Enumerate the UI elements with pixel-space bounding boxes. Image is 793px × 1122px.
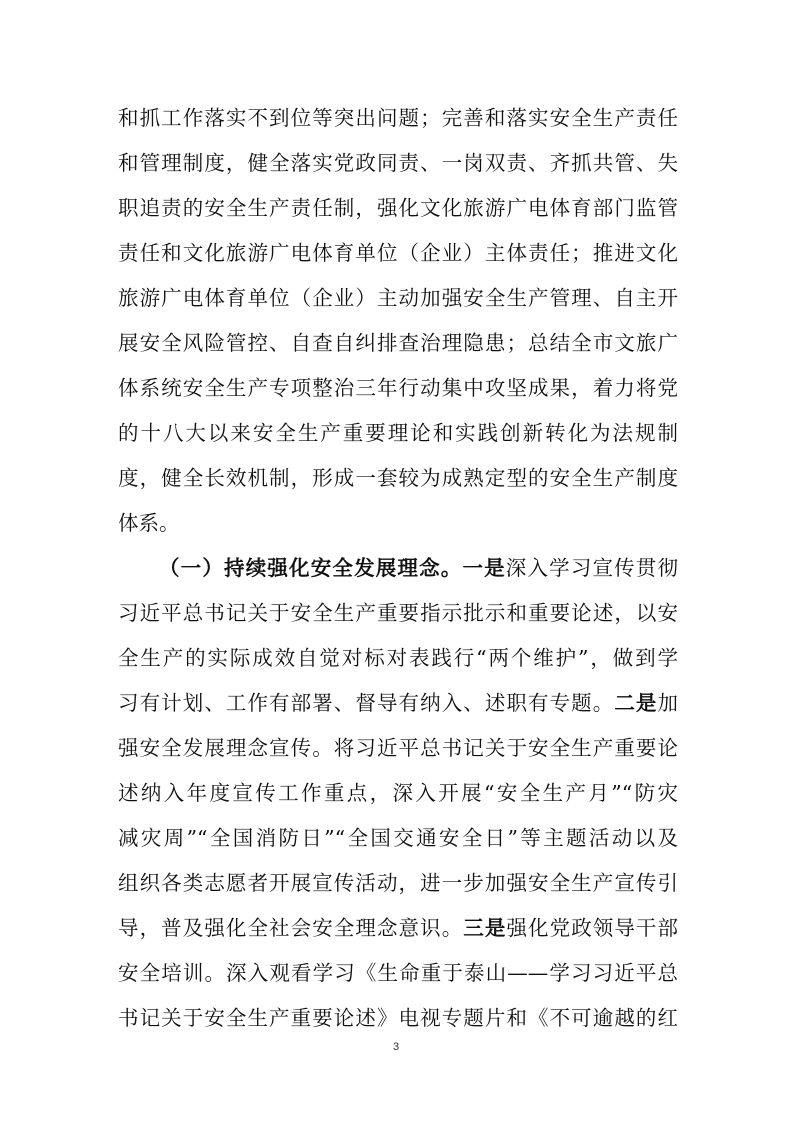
text-line: 和抓工作落实不到位等突出问题；完善和落实安全生产责任 <box>118 106 678 130</box>
text-line: 体系。 <box>118 511 180 535</box>
text-line <box>118 908 678 948</box>
text-line: 体系统安全生产专项整治三年行动集中攻坚成果，着力将党 <box>118 376 678 400</box>
text-line: 组织各类志愿者开展宣传活动，进一步加强安全生产宣传引 <box>118 871 678 895</box>
page-number: 3 <box>392 1041 400 1053</box>
text-run: 加 <box>657 691 679 715</box>
point-label-3: 三是 <box>463 916 507 940</box>
text-run: 深入学习宣传贯彻 <box>505 556 679 580</box>
text-line: 安全培训。深入观看学习《生命重于泰山——学习习近平总 <box>118 961 678 985</box>
section-heading: （一）持续强化安全发展理念。 <box>159 556 463 580</box>
point-label-1: 一是 <box>462 556 506 580</box>
text-line: 职追责的安全生产责任制，强化文化旅游广电体育部门监管 <box>118 196 678 220</box>
text-line: 责任和文化旅游广电体育单位（企业）主体责任；推进文化 <box>118 241 678 265</box>
text-line: 全生产的实际成效自觉对标对表践行“两个维护”，做到学 <box>118 646 678 670</box>
text-run: 强化党政领导干部 <box>506 916 679 940</box>
text-line: 度，健全长效机制，形成一套较为成熟定型的安全生产制度 <box>118 466 678 490</box>
text-line: 述纳入年度宣传工作重点，深入开展“安全生产月”“防灾 <box>118 781 678 805</box>
text-line: 强安全发展理念宣传。将习近平总书记关于安全生产重要论 <box>118 736 678 760</box>
text-line: 和管理制度，健全落实党政同责、一岗双责、齐抓共管、失 <box>118 151 678 175</box>
section-heading-line <box>159 548 678 588</box>
text-line: 展安全风险管控、自查自纠排查治理隐患；总结全市文旅广 <box>118 331 678 355</box>
text-line: 的十八大以来安全生产重要理论和实践创新转化为法规制 <box>118 421 678 445</box>
text-run: 导，普及强化全社会安全理念意识。 <box>118 916 464 940</box>
text-line <box>118 683 678 723</box>
text-line: 习近平总书记关于安全生产重要指示批示和重要论述，以安 <box>118 601 678 625</box>
text-line: 书记关于安全生产重要论述》电视专题片和《不可逾越的红 <box>118 1006 678 1030</box>
point-label-2: 二是 <box>614 691 658 715</box>
text-line: 减灾周”“全国消防日”“全国交通安全日”等主题活动以及 <box>118 826 678 850</box>
text-run: 习有计划、工作有部署、督导有纳入、述职有专题。 <box>118 691 615 715</box>
text-line: 旅游广电体育单位（企业）主动加强安全生产管理、自主开 <box>118 286 678 310</box>
